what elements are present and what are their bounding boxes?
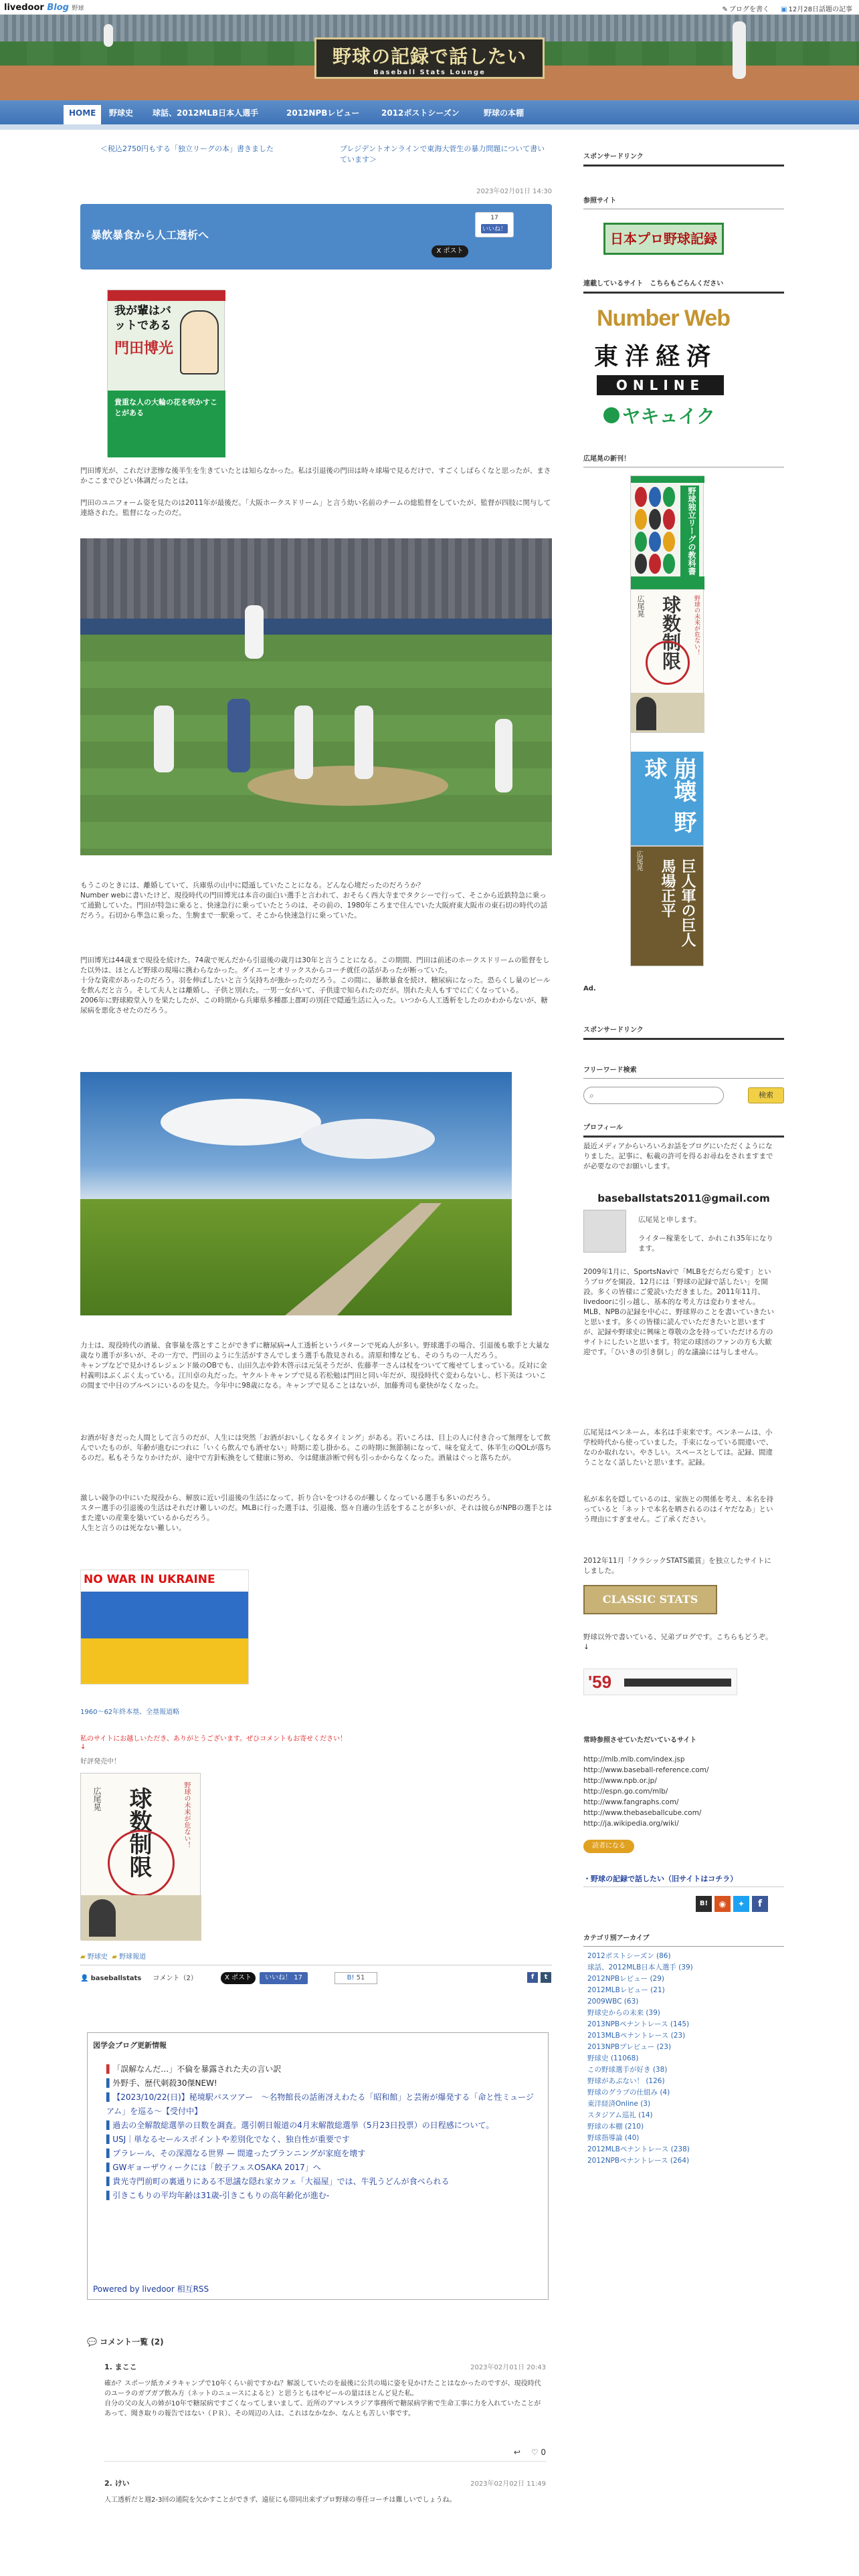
useful-link[interactable]: http://www.baseball-reference.com/ xyxy=(583,1766,709,1774)
category-link-history[interactable]: 野球史 xyxy=(87,1953,108,1961)
archive-heading: カテゴリ別アーカイブ xyxy=(583,1932,784,1947)
bullet-icon: ▌ xyxy=(106,2064,113,2074)
post-footer-bar xyxy=(80,1972,552,1990)
next-post-link[interactable]: プレジデントオンラインで東海大菅生の暴力問題について書いています＞ xyxy=(340,144,545,164)
comment-number: 1. xyxy=(104,2363,112,2371)
related-item-text: 過去の全解散総選挙の日数を調査。選引朝日報道の4月末解散総選挙（5月23日投票）の日程感について。 xyxy=(112,2121,494,2130)
cartoon-figure xyxy=(180,310,219,374)
useful-links xyxy=(583,1754,784,1829)
related-item[interactable] xyxy=(106,2189,541,2203)
like-icon[interactable]: ♡ xyxy=(531,2448,539,2457)
bullet-icon: ▌ xyxy=(106,2191,113,2200)
sidebar-book-collapse[interactable] xyxy=(630,732,704,846)
category-archive xyxy=(587,1951,781,2167)
batter-figure xyxy=(733,21,746,79)
archive-link[interactable]: 野球史からの未来 (39) xyxy=(587,2009,660,2017)
other-blog-text: 野球以外で書いている、兄弟ブログです。こちらもどうぞ。↓ xyxy=(583,1633,773,1651)
sister-blog-banner[interactable]: '59 xyxy=(583,1669,737,1695)
ukraine-text: NO WAR IN UKRAINE xyxy=(84,1573,215,1586)
archive-link[interactable]: 野球があぶない！ (126) xyxy=(587,2077,665,2085)
related-item-text: 【2023/10/22(日)】秘境駅バスツアー 〜名物館長の話術冴えわたる「昭和館」と芸術が爆発する「命と性ミュージアム」を巡る〜【受付中】 xyxy=(106,2092,534,2116)
logo-text: livedoor xyxy=(4,3,44,13)
archive-link[interactable]: スタジアム巡礼 (14) xyxy=(587,2111,653,2119)
site-header xyxy=(0,15,859,100)
sub-nav-strip xyxy=(0,124,859,130)
archive-link[interactable]: 野球指導論 (40) xyxy=(587,2134,640,2142)
sidebar-serial-heading: 連載しているサイト こちらもごらんください xyxy=(583,278,784,294)
useful-link[interactable]: http://espn.go.com/mlb/ xyxy=(583,1788,668,1796)
sidebar-book-author: 広尾晃 xyxy=(636,595,645,617)
paragraph-5: 力士は、現役時代の酒量、食事量を落とすことができずに糖尿病→人工透析というパターンで死ぬ人が多い。野球選手の場合、引退後も歌手と大量な歳なり選手が多いが、その一方で、門田のように生活がすさんでしまう選手も散見される。清原和博なども、そのうちの一人だろう。 キャンプなどで見かけるレジェンド級のOBでも、山田久志や鈴木啓示は元気そうだが、佐藤孝一さんは杖をついてて痩せてしまっている。反対に金村義明はぶくぶく太っている。江川卓の丸だった。ヤクルトキャンプで見る若松勉は門田と同い年だが、現役時代ぐ変わらないし、杉下英は ついこの間まで中日のブルペンにいるのを見た。今年中に98歳になる。キャンプで見ることはないが、加藤秀司も豪快がなくなった。 xyxy=(80,1341,550,1390)
sidebar-search-heading: フリーワード検索 xyxy=(583,1064,784,1079)
photo-country-road xyxy=(80,1072,512,1315)
comment-plea: 私のサイトにお越しいただき、ありがとうございます。ぜひコメントもお寄せください！ xyxy=(80,1735,347,1743)
top-bar xyxy=(0,0,859,15)
related-item-text: 「誤解なんだ…」不倫を暴露された夫の言い訳 xyxy=(112,2064,282,2074)
profile-bio-2: ライター稼業をして、かれこれ35年になります。 xyxy=(638,1235,773,1253)
sidebar-book-baba[interactable] xyxy=(630,846,704,966)
archive-link[interactable]: 2012MLBペナントレース (238) xyxy=(587,2145,690,2153)
comment-number: 2. xyxy=(104,2479,112,2488)
cap-icon xyxy=(603,407,619,423)
archive-link[interactable]: 2012ポストシーズン (86) xyxy=(587,1952,671,1960)
sidebar-ref-heading: 参照サイト xyxy=(583,195,784,209)
share-facebook-icon[interactable]: f xyxy=(527,1972,538,1983)
paragraph-2: 門田のユニフォーム姿を見たのは2011年が最後だ。「大阪ホークスドリーム」と言う幼い名前のチームの総監督をしていたが、監督が四肢に関与して連絡された。監督になったのだ。 xyxy=(80,499,551,517)
comment-date: 2023年02月02日 11:49 xyxy=(470,2480,546,2488)
sidebar-book-title: 崩壊 野球 xyxy=(640,757,696,833)
book-blurb: 貴重な人の大輪の花を咲かすことがある xyxy=(114,398,217,417)
sidebar-newbook-heading: 広尾晃の新刊！ xyxy=(583,453,784,467)
baseball-graphic xyxy=(108,1830,175,1897)
comment-icon: 💬 xyxy=(87,2337,97,2347)
related-item-text: 貴光寺門前町の裏通りにある不思議な隠れ家カフェ「大福屋」では、牛乳うどんが食べられる xyxy=(112,2177,450,2186)
author-portrait xyxy=(636,697,656,730)
category-link-reporting[interactable]: 野球報道 xyxy=(119,1953,147,1961)
useful-link[interactable]: http://www.npb.or.jp/ xyxy=(583,1777,657,1785)
toyo-online-logo[interactable]: ONLINE xyxy=(597,375,724,395)
comment-text: 確か？スポーツ紙カメラキャンプで10年くらい前ですかね？解説していたのを最後に公共の場に姿を見かけたことはなかったのですが、現役時代のユーラのガブガブ飲み方（ネットのニュースによると）と思うともはやビールの量はほとんど見た私。 自分の父の友人の姉が10年で糖尿病ですごくなってしまいまして、近所のアマレスラジア事務所で糖尿病学術で生命工事に力を入れていたことがあって、聞き取りの報告ではない（ＰＲ）、その周辺の人は、これはなかなか、なんとも苦しい事です。 xyxy=(104,2380,541,2418)
sidebar-book-tagline: 野球の未来が危ない！ xyxy=(693,595,700,655)
archive-link[interactable]: 2009WBC (63) xyxy=(587,1998,639,2006)
comment-date: 2023年02月01日 20:43 xyxy=(470,2364,546,2371)
related-item[interactable] xyxy=(106,2119,541,2133)
paragraph-7: 激しい競争の中にいた現役から、解放に近い引退後の生活になって、折り合いをつけるのが難しくなっている選手も多いのだろう。 スター選手の引退後の生活はそれだけ難しいのだ。MLBに行った選手は、引退後、悠々自適の生活をすることが多いが、それは彼らがNPBの選手とはまた違いの産業を築いているからだろう。 人生と言うのは死なない難しい。 xyxy=(80,1494,552,1532)
write-blog-link[interactable]: ブログを書く xyxy=(729,6,769,13)
archive-link[interactable]: 2012NPBペナントレース (264) xyxy=(587,2157,690,2165)
book-cover-bat[interactable] xyxy=(107,290,225,457)
bullet-icon: ▌ xyxy=(106,2135,113,2144)
related-item[interactable] xyxy=(106,2161,541,2175)
book-cover-kyusu[interactable] xyxy=(80,1773,201,1940)
sidebar-book-title: 野球独立リーグの教科書 xyxy=(680,486,699,579)
related-item[interactable] xyxy=(106,2175,541,2189)
top-right-links xyxy=(713,3,852,13)
facebook-icon[interactable]: f xyxy=(752,1896,768,1912)
related-item-text: プラレール、その深淵なる世界 — 間違ったプランニングが家庭を壊す xyxy=(112,2149,366,2158)
yakyuiku-logo[interactable] xyxy=(603,402,731,429)
contact-email[interactable]: baseballstats2011@gmail.com xyxy=(597,1192,770,1204)
hatena-icon[interactable]: B! xyxy=(696,1896,712,1912)
logo-blog-text: Blog xyxy=(47,3,69,13)
related-rss-box xyxy=(87,2032,549,2300)
comments-heading xyxy=(87,2336,164,2347)
pencil-icon: ✎ xyxy=(722,6,728,13)
post-date: 2023年02月01日 14:30 xyxy=(476,188,552,195)
comment-count-link[interactable]: コメント（2） xyxy=(153,1975,197,1982)
comment-author: けい xyxy=(114,2479,130,2488)
related-item-text: 外野手、歴代刺殺30傑NEW! xyxy=(112,2078,217,2088)
archive-link[interactable]: 球話、2012MLB日本人選手 (39) xyxy=(587,1963,693,1971)
useful-link[interactable]: http://www.fangraphs.com/ xyxy=(583,1798,679,1806)
sidebar-sponsor-heading: スポンサードリンク xyxy=(583,150,784,167)
related-list xyxy=(106,2062,541,2203)
book2-author: 広尾晃 xyxy=(92,1787,102,1811)
bullet-icon: ▌ xyxy=(106,2163,113,2172)
new-book-label: 好評発売中！ xyxy=(80,1758,120,1765)
bullet-icon: ▌ xyxy=(106,2177,113,2186)
related-item[interactable] xyxy=(106,2062,541,2076)
sidebar-ad-label: Ad. xyxy=(583,985,596,992)
profile-notice: 最近メディアからいろいろお話をブログにいただくようになりました。記事に、転載の許可を得るお尋ねをされますまでが必要なのでお願いします。 xyxy=(583,1142,773,1170)
archive-link[interactable]: 東洋経済Online (3) xyxy=(587,2100,651,2108)
social-icons xyxy=(696,1896,783,1913)
paragraph-1: 門田博光が、これだけ悲惨な後半生を生きていたとは知らなかった。私は引退後の門田は時々球場で見るだけで、すごくしばらくなと思ったが、まさかここまでひどい体調だったとは。 xyxy=(80,467,551,485)
fielder-figure xyxy=(104,24,113,47)
related-item-text: GWギョーザウィークには「餃子フェスOSAKA 2017」へ xyxy=(112,2163,321,2172)
rss-icon[interactable]: ◉ xyxy=(714,1896,731,1912)
news-icon: ▣ xyxy=(781,6,787,13)
reply-icon[interactable]: ↩ xyxy=(513,2448,520,2457)
useful-link[interactable]: http://www.thebaseballcube.com/ xyxy=(583,1809,702,1817)
book-author: 門田博光 xyxy=(114,340,174,357)
sidebar-book-title: 球数制限 xyxy=(660,595,682,670)
profile-avatar xyxy=(583,1210,626,1253)
nav-item-mlb-japanese[interactable]: 球話、2012MLB日本人選手 xyxy=(153,108,259,118)
post-title-bar xyxy=(80,204,552,270)
sidebar-profile-heading: プロフィール xyxy=(583,1121,784,1138)
profile-bio-5: 私が本名を隠しているのは、家族との関係を考え、本名を持っていると「ネットで本名を晒されるのはイヤだなあ」という理由にすぎません。ご了承ください。 xyxy=(583,1495,774,1523)
sidebar-book-title: 巨人軍の巨人 馬場正平 xyxy=(659,859,696,947)
comment-text: 人工透析だと週2-3回の通院を欠かすことができず、遠征にも帯同出来ずプロ野球の専任コーチは難しいでしょうね。 xyxy=(104,2496,456,2504)
arrow-down: ↓ xyxy=(80,1743,86,1751)
bullet-icon: ▌ xyxy=(106,2121,113,2130)
paragraph-6: お酒が好きだった人間として言うのだが、人生には突然「お酒がおいしくなるタイミング」がある。若いころは、目上の人に付き合って無理をして飲んでいたものが、年齢が進むにつれに「いくら飲んでも酒せない」時期に差し掛かる。この時期に無節制になって、味を覚えて、体半生のQOLが落ちるのだ。私もそうなりかけたが、途中で方針転換をして健康に努め、今は健康診断で何も引っかからなくなった。酒量はぐっと落ちたが。 xyxy=(80,1434,552,1462)
archive-link[interactable]: 2013MLBペナントレース (23) xyxy=(587,2032,686,2040)
archive-link[interactable]: 野球史 (11068) xyxy=(587,2054,639,2062)
fb-like-button[interactable]: いいね！ xyxy=(481,224,508,233)
related-item[interactable] xyxy=(106,2133,541,2147)
nav-item-history[interactable]: 野球史 xyxy=(109,108,134,118)
archive-link[interactable]: 2012MLBレビュー (21) xyxy=(587,1986,665,1994)
related-item-text: 引きこもりの平均年齢は31歳-引きこもりの高年齢化が進む- xyxy=(112,2191,330,2200)
useful-sites-heading: 常時参照させていただいているサイト xyxy=(583,1737,697,1744)
bookmark-icon: B! xyxy=(347,1974,355,1981)
related-item-text: USJ｜単なるセールスポイントや差別化でなく、独自性が重要です xyxy=(112,2135,350,2144)
profile-bio-1: 広尾晃と申します。 xyxy=(638,1216,701,1224)
prev-post-link[interactable]: ＜税込2750円もする「独立リーグの本」書きました xyxy=(100,144,274,153)
fb-like-small-label: いいね！ xyxy=(265,1974,292,1981)
sidebar-book-kyusu[interactable] xyxy=(630,589,704,732)
book2-title: 球数制限 xyxy=(125,1787,152,1878)
twitter-icon[interactable]: ✦ xyxy=(733,1896,749,1912)
search-icon: ⌕ xyxy=(589,1091,594,1100)
paragraph-4: 門田博光は44歳まで現役を続けた。74歳で死んだから引退後の歳月は30年と言うことになる。この期間、門田は前述のホークスドリームの監督をした以外は、ほとんど野球の現場に携わらなかった。ダイエーとオリックスからコーチ就任の話があったが断っていた。 十分な資産があったのだろう。羽を伸ばしたいと言う気持ちが強かったのだろう。この間に、暴飲暴食を続け、糖尿病になった。恐らくし量のビールを飲んだと言う。そして夫人とは離婚し、子供と別れた。一男一女がいて、子供達で知られたのだが。別れた夫人もすでに亡くなっている。 2006年に野球殿堂入りを果たしたが、この時期から兵庫県多種郡上郡町の別荘で隠遁生活に入った。いつから人工透析をしたのかわからないが、糖尿病を悪化させたのだろう。 xyxy=(80,956,551,1014)
sidebar-book-author: 広尾晃 xyxy=(635,851,642,871)
nav-home[interactable]: HOME xyxy=(64,105,101,124)
archive-link[interactable]: 2012NPBレビュー (29) xyxy=(587,1975,665,1983)
old-site-link[interactable]: ・野球の記録で話したい（旧サイトはコチラ） xyxy=(583,1873,784,1887)
tweet-button[interactable]: X ポスト xyxy=(432,245,468,257)
site-title-box[interactable] xyxy=(314,37,545,79)
sidebar-book-independent-league[interactable] xyxy=(630,475,704,589)
readers-button[interactable]: 読者になる xyxy=(583,1840,634,1853)
author-portrait xyxy=(89,1899,116,1937)
useful-link[interactable]: http://mlb.mlb.com/index.jsp xyxy=(583,1755,685,1763)
search-button[interactable]: 検索 xyxy=(748,1087,784,1103)
comment-item xyxy=(104,2361,546,2462)
toyo-keizai-logo[interactable]: 東洋経済 xyxy=(594,342,718,370)
user-icon: 👤 xyxy=(80,1975,89,1982)
fb-like-small-count: 17 xyxy=(294,1974,302,1981)
nav-item-bookshelf[interactable]: 野球の本棚 xyxy=(484,108,524,118)
classic-stats-logo[interactable]: CLASSIC STATS xyxy=(583,1585,717,1614)
profile-bio-3: 2009年1月に、SportsNaviで「MLBをだらだら愛す」というブログを開設、12月には「野球の記録で話したい」を開設。多くの皆様にご愛読いただきました。2011年11月、livedoorに引っ越し、基本的な考え方は変わりません。MLB、NPBの記録を中心に、野球界のことを書いていきたいと思います。多くの皆様に読んでいただきたいと思いますが、記録や野球史に興味と尊敬の念を持っていただける方のサイトにしたいと思います。特定の球団のファンの方も大歓迎です。「ひいきの引き倒し」的な議論には与しません。 xyxy=(583,1268,775,1356)
after-article-link[interactable]: 1960～62年終本塁、全塁報道略 xyxy=(80,1709,180,1716)
archive-link[interactable]: 野球の本棚 (210) xyxy=(587,2123,644,2131)
archive-link[interactable]: 野球のグラブの仕組み (4) xyxy=(587,2088,670,2097)
related-item[interactable] xyxy=(106,2076,541,2090)
npb-records-logo[interactable]: 日本プロ野球記録 xyxy=(603,223,724,255)
book2-tagline: 野球の未来が危ない！ xyxy=(183,1782,190,1848)
comments-heading-text: コメント一覧 (2) xyxy=(100,2337,164,2347)
site-subtitle: Baseball Stats Lounge xyxy=(373,69,486,76)
nav-item-npb-review[interactable]: 2012NPBレビュー xyxy=(286,108,360,118)
bullet-icon: ▌ xyxy=(106,2092,113,2102)
folder-icon: ▰ xyxy=(112,1953,117,1961)
post-title: 暴飲暴食から人工透析へ xyxy=(91,229,209,241)
useful-link[interactable]: http://ja.wikipedia.org/wiki/ xyxy=(583,1820,679,1828)
facebook-like-box[interactable] xyxy=(475,212,514,237)
author-link[interactable]: baseballstats xyxy=(90,1975,142,1982)
search-input[interactable] xyxy=(583,1087,724,1104)
comment-item xyxy=(104,2478,546,2518)
recent-topics-link[interactable]: 12月28日話題の記事 xyxy=(788,6,852,13)
photo-team-field xyxy=(80,538,552,855)
hatena-count: 51 xyxy=(356,1974,365,1981)
share-tumblr-icon[interactable]: t xyxy=(541,1972,551,1983)
related-item[interactable] xyxy=(106,2147,541,2161)
numberweb-logo[interactable] xyxy=(597,306,731,335)
fb-like-count: 17 xyxy=(490,215,498,221)
profile-bio-4: 広尾晃はペンネーム。本名は手束来です。ペンネームは、小学校時代から使っていました。手束になっている間違いで、なのか取れない。やさしい。スペースとしては。記録、間違うことなく話したいと思います。記録。 xyxy=(583,1428,773,1467)
like-count: 0 xyxy=(541,2448,546,2457)
paragraph-3: もうこのときには、離婚していて、兵庫県の山中に隠遁していたことになる。どんな心境だったのだろうか？ Number webに書いたけど、現役時代の門田博光は本音の面白い選手と言われて、おそらく西大寺までタクシーで行って、そこから近鉄特急に乗って通勤していた。門田が特急に乗ると、快速急行に乗っていたとうのは、その前の、1980年ころまで住んでいた大阪府東大阪市の東石切の時代の話だろう。石切から準急に乗った、生駒まで一駅乗って、そこから快速急行に乗っていた。 xyxy=(80,881,548,920)
fb-like-small[interactable] xyxy=(260,1972,308,1984)
ukraine-banner[interactable] xyxy=(80,1570,249,1685)
related-heading: 図学会ブログ更新情報 xyxy=(93,2041,167,2050)
related-item[interactable] xyxy=(106,2090,541,2119)
bullet-icon: ▌ xyxy=(106,2078,113,2088)
tweet-button-small[interactable]: X ポスト xyxy=(221,1972,256,1984)
main-nav xyxy=(0,100,859,124)
sidebar-sponsor2-heading: スポンサードリンク xyxy=(583,1024,784,1040)
bullet-icon: ▌ xyxy=(106,2149,113,2158)
hatena-bookmark-button[interactable] xyxy=(335,1972,377,1984)
yakyuiku-text: ヤキュイク xyxy=(622,405,715,427)
post-categories xyxy=(80,1951,552,1965)
search-form xyxy=(583,1087,784,1105)
archive-link[interactable]: 2013NPBペナントレース (145) xyxy=(587,2020,690,2028)
site-title: 野球の記録で話したい xyxy=(332,45,527,68)
nav-item-postseason[interactable]: 2012ポストシーズン xyxy=(381,108,460,118)
classic-stats-text: 2012年11月「クラシックSTATS鑑賞」を独立したサイトにしました。 xyxy=(583,1557,771,1575)
archive-link[interactable]: 2013NPBプレビュー (23) xyxy=(587,2043,672,2051)
numberweb-text: Number Web xyxy=(597,306,731,331)
logo-sub: 野球 xyxy=(72,5,84,12)
livedoor-logo[interactable] xyxy=(4,3,84,13)
powered-by-link[interactable]: Powered by livedoor 相互RSS xyxy=(93,2284,209,2294)
book-title: 我が輩はバットである xyxy=(114,304,171,332)
folder-icon: ▰ xyxy=(80,1953,86,1961)
archive-link[interactable]: この野球選手が好き (38) xyxy=(587,2066,668,2074)
comment-actions xyxy=(514,2448,546,2457)
comment-author: まここ xyxy=(114,2363,137,2371)
